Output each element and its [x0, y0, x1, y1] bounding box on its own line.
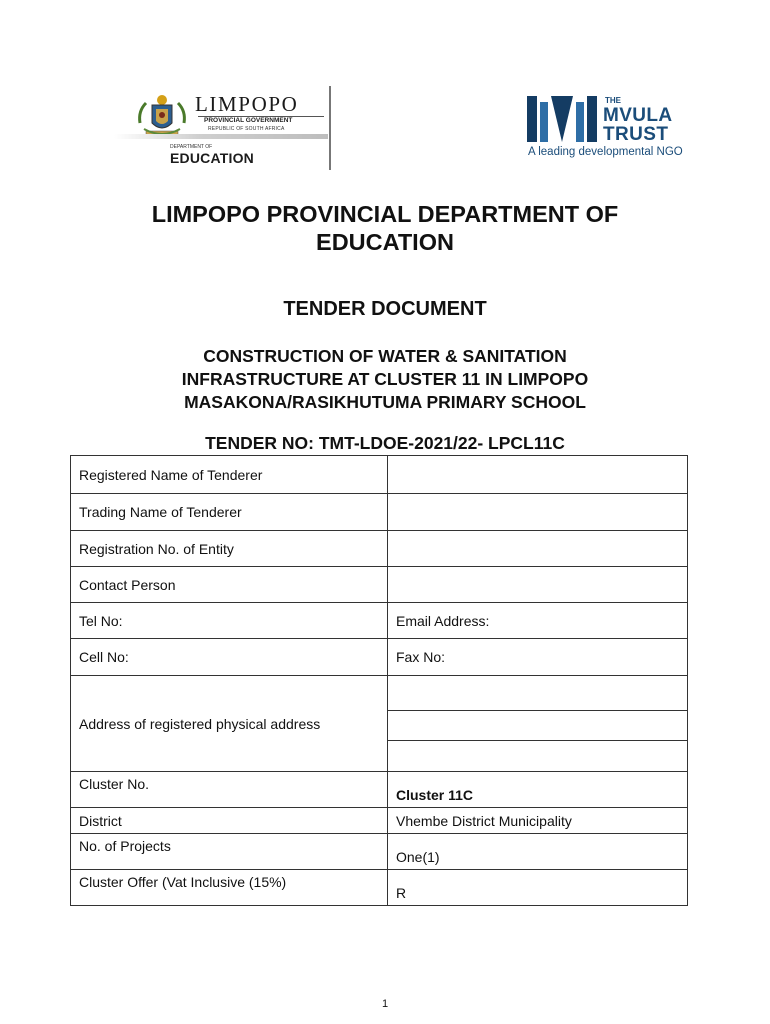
mvula-wordmark: MVULA: [603, 105, 673, 126]
table-row: [71, 834, 688, 870]
registered-name-field[interactable]: [388, 456, 688, 494]
contact-person-label: Contact Person: [71, 567, 388, 603]
cell-no-field[interactable]: Cell No:: [71, 639, 388, 676]
cluster-no-value: Cluster 11C: [388, 772, 688, 808]
tel-no-field[interactable]: Tel No:: [71, 603, 388, 639]
table-row: [71, 603, 688, 639]
table-row: [71, 870, 688, 906]
projects-label: No. of Projects: [71, 834, 388, 870]
logo-band: [114, 134, 328, 139]
mvula-the-label: THE: [605, 96, 621, 105]
cluster-offer-label: Cluster Offer (Vat Inclusive (15%): [71, 870, 388, 906]
main-title: [0, 200, 770, 256]
mvula-trust-logo: [527, 94, 697, 164]
project-title-line: MASAKONA/RASIKHUTUMA PRIMARY SCHOOL: [184, 392, 586, 412]
department-of-label: DEPARTMENT OF: [170, 144, 213, 150]
registration-no-field[interactable]: [388, 531, 688, 567]
table-row: [71, 639, 688, 676]
trading-name-field[interactable]: [388, 494, 688, 531]
divider: [329, 86, 331, 170]
provincial-government-label: PROVINCIAL GOVERNMENT: [204, 117, 293, 124]
cluster-no-label: Cluster No.: [71, 772, 388, 808]
email-address-field[interactable]: Email Address:: [388, 603, 688, 639]
cluster-offer-field[interactable]: R: [388, 870, 688, 906]
table-row: [71, 772, 688, 808]
main-title-line: LIMPOPO PROVINCIAL DEPARTMENT OF: [151, 201, 619, 227]
main-title-line: EDUCATION: [316, 229, 454, 255]
project-title-line: CONSTRUCTION OF WATER & SANITATION: [203, 346, 567, 366]
limpopo-education-logo: [112, 86, 334, 170]
address-line-3-field[interactable]: [388, 741, 687, 771]
address-line-1-field[interactable]: [388, 676, 687, 711]
page-number: 1: [381, 998, 389, 1010]
tenderer-details-table: [70, 455, 688, 906]
registration-no-label: Registration No. of Entity: [71, 531, 388, 567]
trust-wordmark: TRUST: [603, 124, 669, 145]
fax-no-field[interactable]: Fax No:: [388, 639, 688, 676]
district-value: Vhembe District Municipality: [388, 808, 688, 834]
table-row: [71, 567, 688, 603]
project-title-line: INFRASTRUCTURE AT CLUSTER 11 IN LIMPOPO: [181, 369, 589, 389]
registered-name-label: Registered Name of Tenderer: [71, 456, 388, 494]
mvula-mark-icon: [527, 94, 599, 144]
address-label: Address of registered physical address: [71, 676, 388, 772]
republic-label: REPUBLIC OF SOUTH AFRICA: [208, 126, 285, 132]
table-row: [71, 531, 688, 567]
address-fields: [388, 676, 688, 772]
table-row: [71, 456, 688, 494]
document-title: TENDER DOCUMENT: [283, 298, 487, 320]
contact-person-field[interactable]: [388, 567, 688, 603]
table-row: [71, 808, 688, 834]
education-label: EDUCATION: [170, 150, 254, 166]
district-label: District: [71, 808, 388, 834]
trading-name-label: Trading Name of Tenderer: [71, 494, 388, 531]
table-row: [71, 676, 688, 772]
projects-value: One(1): [388, 834, 688, 870]
address-line-2-field[interactable]: [388, 711, 687, 741]
table-row: [71, 494, 688, 531]
mvula-tagline: A leading developmental NGO: [528, 146, 683, 158]
limpopo-wordmark: LIMPOPO: [195, 92, 299, 116]
project-title: [0, 345, 770, 414]
tender-number: TENDER NO: TMT-LDOE-2021/22- LPCL11C: [205, 433, 565, 453]
